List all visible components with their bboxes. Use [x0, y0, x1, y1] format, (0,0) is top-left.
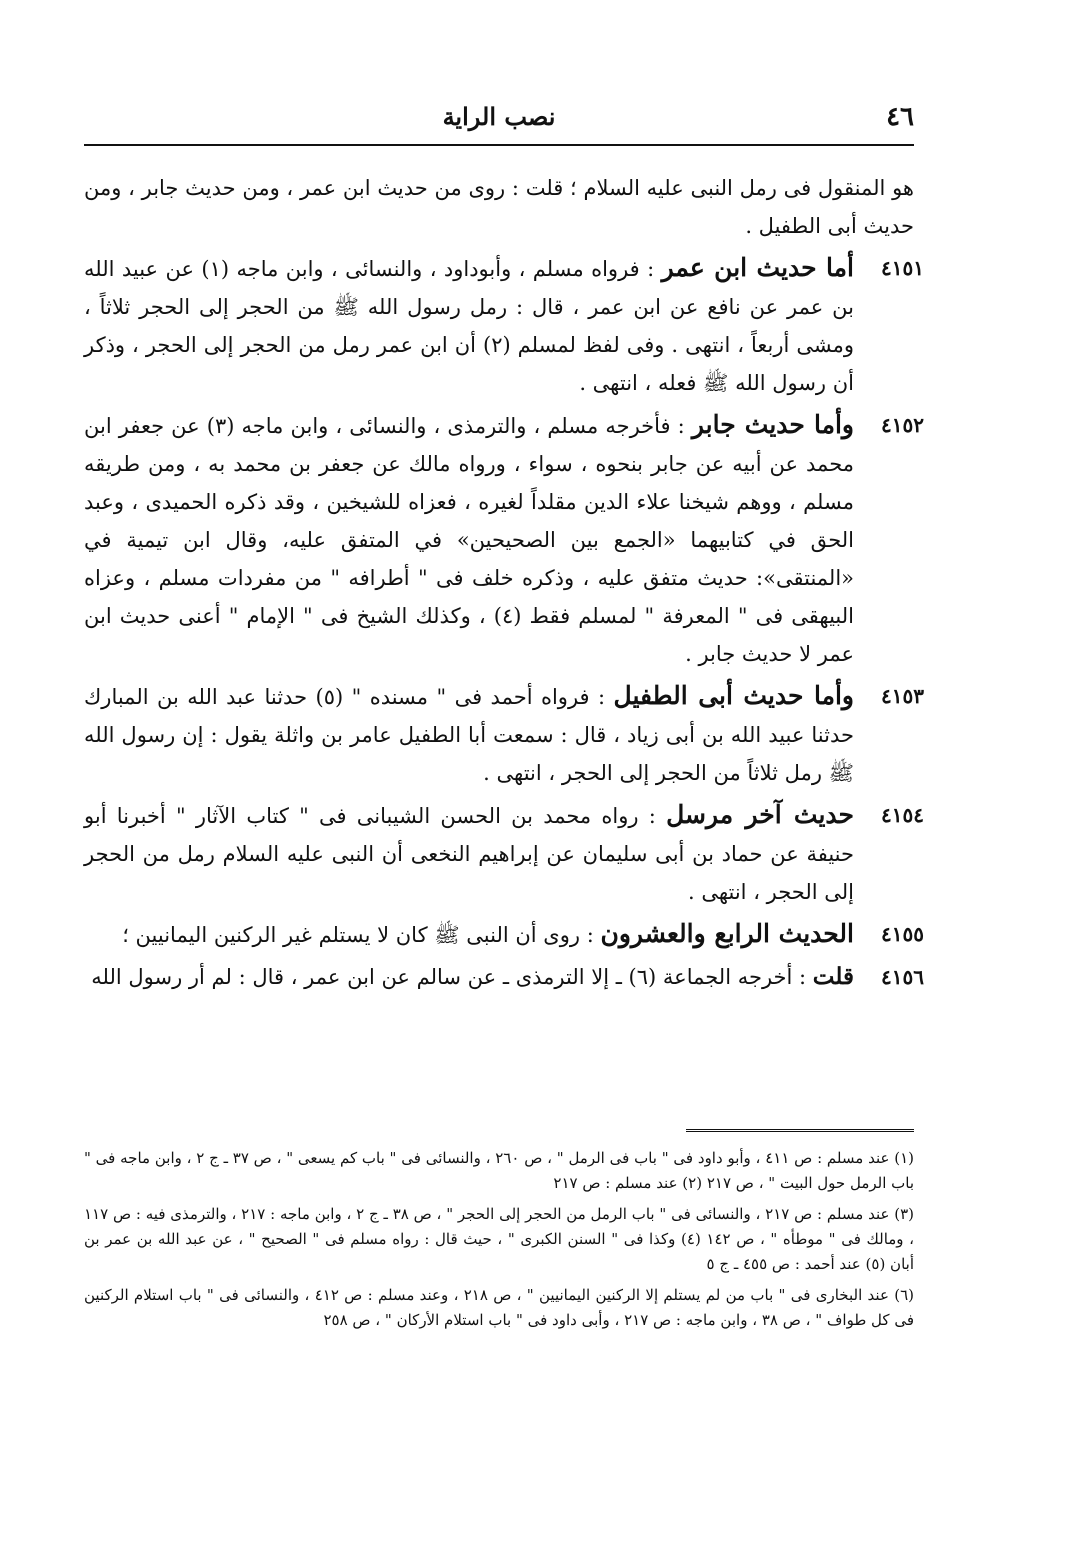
hadith-number: ٤١٥٣	[881, 684, 924, 708]
page-header	[84, 96, 914, 146]
main-text	[84, 168, 924, 1000]
footnotes	[84, 1146, 914, 1339]
footnote: (٦) عند البخارى فى " باب من لم يستلم إلا الركنين اليمانيين " ، ص ٢١٨ ، وعند مسلم : ص ٤١٢ ، والنسائى فى " باب استلام الركنين فى كل طواف " ، ص ٣٨ ، وابن ماجه : ص ٢١٧ ، وأبى داود فى " باب استلام الأركان " ، ص ٢٥٨	[84, 1286, 914, 1329]
hadith-number: ٤١٥٤	[881, 803, 924, 827]
paragraph-4155	[84, 915, 924, 954]
paragraph-lead: الحديث الرابع والعشرون	[600, 919, 854, 948]
paragraph-lead: قلت	[812, 963, 854, 990]
paragraph-text: : أخرجه الجماعة (٦) ـ إلا الترمذى ـ عن سالم عن ابن عمر ، قال : لم أر رسول الله	[91, 965, 807, 989]
page-number: ٤٦	[886, 102, 914, 132]
paragraph-text: : روى أن النبى ﷺ كان لا يستلم غير الركنين اليمانيين ؛	[122, 923, 594, 947]
paragraph-lead: وأما حديث أبى الطفيل	[613, 681, 854, 710]
footnote: (٣) عند مسلم : ص ٢١٧ ، والنسائى فى " باب الرمل من الحجر إلى الحجر " ، ص ٣٨ ـ ج ٢ ، وابن ماجه : ٢١٧ ، والترمذى فيه : ص ١١٧ ، ومالك فى " موطأه " ، ص ١٤٢ (٤) وكذا فى " السنن الكبرى " ، حيث قال : رواه مسلم فى " الصحيح " ، عن عبد الله بن عمر بن أبان (٥) عند أحمد : ص ٤٥٥ ـ ج ٥	[84, 1205, 914, 1273]
paragraph-intro	[84, 168, 914, 245]
hadith-number: ٤١٥٥	[881, 922, 924, 946]
paragraph-text: : فرواه مسلم ، وأبوداود ، والنسائى ، وابن ماجه (١) عن عبيد الله بن عمر عن نافع عن ابن عمر ، قال : رمل رسول الله ﷺ من الحجر إلى الحجر ثلاثاً ، ومشى أربعاً ، انتهى . وفى لفظ لمسلم (٢) أن ابن عمر رمل من الحجر إلى الحجر ، وذكر أن رسول الله ﷺ فعله ، انتهى .	[84, 257, 854, 395]
paragraph-4153	[84, 677, 924, 792]
paragraph-lead: وأما حديث جابر	[691, 410, 854, 439]
hadith-number: ٤١٥٦	[881, 965, 924, 989]
running-title: نصب الراية	[442, 102, 556, 131]
paragraph-text: : فرواه أحمد فى " مسنده " (٥) حدثنا عبد الله بن المبارك حدثنا عبيد الله بن أبى زياد ، قال : سمعت أبا الطفيل عامر بن واثلة يقول : إن رسول الله ﷺ رمل ثلاثاً من الحجر إلى الحجر ، انتهى .	[84, 685, 854, 785]
paragraph-text: : فأخرجه مسلم ، والترمذى ، والنسائى ، وابن ماجه (٣) عن جعفر ابن محمد عن أبيه عن جابر بنحوه ، سواء ، ورواه مالك عن جعفر بن محمد به ، ومن طريقه مسلم ، ووهم شيخنا علاء الدين مقلداً لغيره ، فعزاه للشيخين ، وقد ذكره الحميدى ، وعبد الحق في كتابيهما «الجمع بين الصحيحين» في المتفق عليه، وقال ابن تيمية في «المنتقى»: حديث متفق عليه ، وذكره خلف فى " أطرافه " من مفردات مسلم ، وعزاه البيهقى فى " المعرفة " لمسلم فقط (٤) ، وكذلك الشيخ فى " الإمام " أعنى حديث ابن عمر لا حديث جابر .	[84, 414, 854, 666]
paragraph-4151	[84, 249, 924, 402]
paragraph-lead: حديث آخر مرسل	[666, 800, 855, 829]
footnote: (١) عند مسلم : ص ٤١١ ، وأبو داود فى " باب فى الرمل " ، ص ٢٦٠ ، والنسائى فى " باب كم يسعى " ، ص ٣٧ ـ ج ٢ ، وابن ماجه فى " باب الرمل حول البيت " ، ص ٢١٧ (٢) عند مسلم : ص ٢١٧	[84, 1149, 914, 1192]
paragraph-text: : رواه محمد بن الحسن الشيبانى فى " كتاب الآثار " أخبرنا أبو حنيفة عن حماد بن أبى سليمان عن إبراهيم النخعى أن النبى عليه السلام رمل من الحجر إلى الحجر ، انتهى .	[84, 804, 854, 904]
paragraph-4152	[84, 406, 924, 673]
paragraph-text: هو المنقول فى رمل النبى عليه السلام ؛ قلت : روى من حديث ابن عمر ، ومن حديث جابر ، ومن حديث أبى الطفيل .	[84, 176, 914, 238]
hadith-number: ٤١٥١	[881, 256, 924, 280]
paragraph-4154	[84, 796, 924, 911]
footnote-divider	[686, 1129, 914, 1132]
paragraph-4156	[84, 958, 924, 996]
paragraph-lead: أما حديث ابن عمر	[661, 253, 855, 282]
hadith-number: ٤١٥٢	[881, 413, 924, 437]
